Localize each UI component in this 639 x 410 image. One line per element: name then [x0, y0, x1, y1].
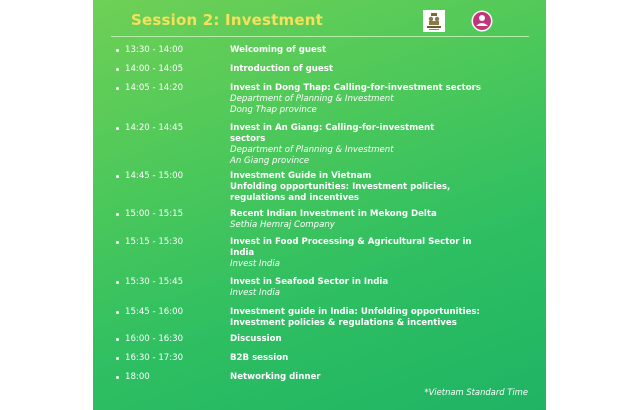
- schedule-content: [230, 209, 540, 231]
- schedule-content: [230, 123, 540, 166]
- schedule-content: [230, 372, 540, 383]
- header-divider: [111, 36, 529, 37]
- schedule-topic: Invest in An Giang: Calling-for-investment sectors: [230, 123, 435, 144]
- schedule-time: 16:30 - 17:30: [125, 353, 184, 363]
- schedule-topic: Discussion: [230, 334, 282, 344]
- schedule-speaker: Department of Planning & Investment: [230, 145, 394, 155]
- schedule-speaker: Department of Planning & Investment: [230, 94, 394, 104]
- schedule-time: 15:15 - 15:30: [125, 237, 184, 247]
- schedule-topic: Networking dinner: [230, 372, 321, 382]
- bullet-icon: [116, 68, 119, 71]
- schedule-speaker: Invest India: [230, 259, 281, 269]
- schedule-content: [230, 307, 540, 329]
- schedule-topic: Invest in Dong Thap: Calling-for-investment sectors: [230, 83, 482, 93]
- bullet-icon: [116, 376, 119, 379]
- schedule-speaker: An Giang province: [230, 155, 310, 166]
- schedule-topic: Invest in Food Processing & Agricultural Sector in India: [230, 237, 472, 258]
- schedule-content: [230, 237, 540, 270]
- schedule-content: [230, 64, 540, 75]
- bullet-icon: [116, 241, 119, 244]
- schedule-topic: Investment guide in India: Unfolding opportunities: Investment policies & regulations & incentives: [230, 307, 480, 328]
- schedule-content: [230, 353, 540, 364]
- schedule-speaker: Sethia Hemraj Company: [230, 220, 335, 230]
- bullet-icon: [116, 357, 119, 360]
- bullet-icon: [116, 49, 119, 52]
- schedule-topic: B2B session: [230, 353, 289, 363]
- schedule-content: [230, 45, 540, 56]
- bullet-icon: [116, 87, 119, 90]
- schedule-topic: Invest in Seafood Sector in India: [230, 277, 389, 287]
- schedule-speaker: Invest India: [230, 288, 281, 298]
- timezone-footnote: *Vietnam Standard Time: [424, 387, 528, 397]
- bullet-icon: [116, 281, 119, 284]
- schedule-time: 16:00 - 16:30: [125, 334, 184, 344]
- schedule-content: [230, 171, 540, 204]
- schedule-time: 14:20 - 14:45: [125, 123, 184, 133]
- schedule-speaker: Dong Thap province: [230, 104, 317, 115]
- schedule-content: [230, 83, 540, 115]
- national-emblem-icon: [423, 10, 445, 32]
- schedule-topic: Investment Guide in Vietnam Unfolding opportunities: Investment policies, regulations and incentives: [230, 171, 451, 203]
- schedule-content: [230, 277, 540, 299]
- schedule-content: [230, 334, 540, 345]
- schedule-time: 13:30 - 14:00: [125, 45, 184, 55]
- schedule-topic: Welcoming of guest: [230, 45, 327, 55]
- schedule-time: 14:05 - 14:20: [125, 83, 184, 93]
- schedule-time: 14:00 - 14:05: [125, 64, 184, 74]
- schedule-time: 18:00: [125, 372, 150, 382]
- bullet-icon: [116, 213, 119, 216]
- schedule-time: 15:30 - 15:45: [125, 277, 184, 287]
- bullet-icon: [116, 175, 119, 178]
- bullet-icon: [116, 311, 119, 314]
- schedule-time: 15:45 - 16:00: [125, 307, 184, 317]
- bullet-icon: [116, 127, 119, 130]
- agenda-card: [93, 0, 546, 410]
- schedule-time: 14:45 - 15:00: [125, 171, 184, 181]
- schedule-time: 15:00 - 15:15: [125, 209, 184, 219]
- bullet-icon: [116, 338, 119, 341]
- session-title: Session 2: Investment: [131, 11, 324, 29]
- schedule-topic: Recent Indian Investment in Mekong Delta: [230, 209, 437, 219]
- schedule-topic: Introduction of guest: [230, 64, 333, 74]
- organisation-logo-icon: [471, 10, 493, 32]
